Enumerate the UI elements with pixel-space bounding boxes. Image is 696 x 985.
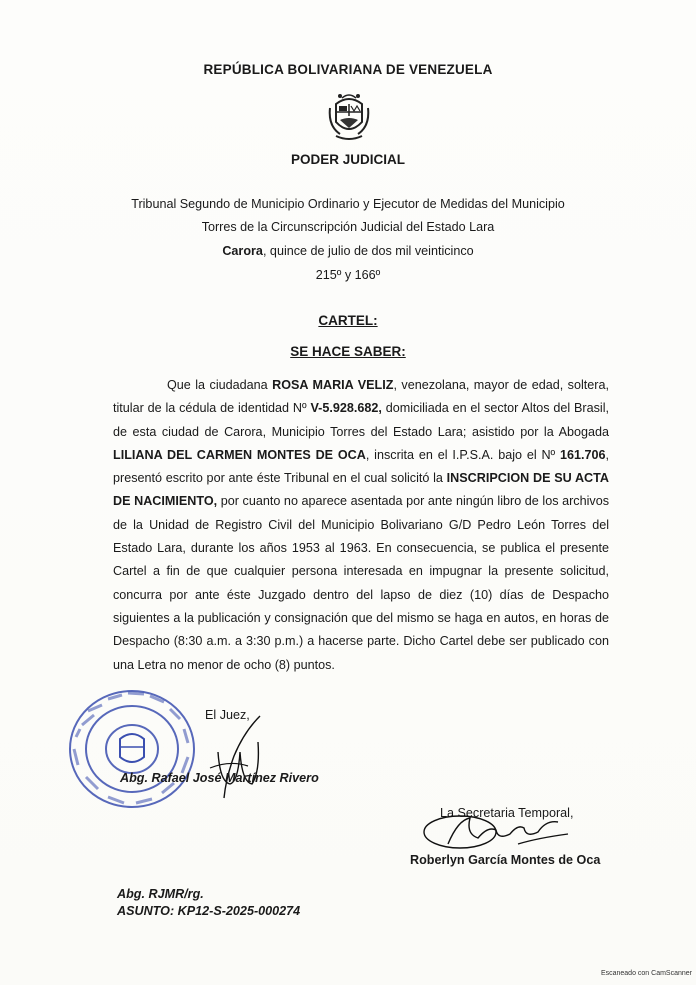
citizen-name: ROSA MARIA VELIZ	[272, 378, 394, 392]
reference-initials: Abg. RJMR/rg.	[117, 887, 204, 901]
request-subject: INSCRIPCION DE SU ACTA DE NACIMIENTO,	[113, 471, 609, 509]
cartel-title: CARTEL:	[318, 313, 378, 328]
lawyer-name: LILIANA DEL CARMEN MONTES DE OCA	[113, 447, 366, 462]
ipsa-number: 161.706	[559, 447, 606, 462]
tribunal-line-2: Torres de la Circunscripción Judicial del Estado Lara	[201, 220, 495, 234]
body-text: Que la ciudadana	[167, 378, 273, 392]
body-text: por cuanto no aparece asentada por ante ningún libro de los archivos de la Unidad de Registro Civil del Municipio Bolivariano G/D Pedro León Torres del Estado Lara, durante los años 1953 al 1963. En consecuencia, se publica el presente Cartel a fin de que cualquier persona interesada en impugnar la presente solicitud, concurra por ante éste Juzgado dentro del lapso de diez (10) días de Despacho siguientes a la publicación y consignación que del mismo se haga en autos, en horas de Despacho (8:30 a.m. a 3:30 p.m.) a hacerse parte. Dicho Cartel debe ser publicado con una Letra no menor de ocho (8) puntos.	[113, 494, 609, 672]
judge-name: Abg. Rafael José Martínez Rivero	[120, 771, 319, 785]
body-text: , inscrita en el I.P.S.A. bajo el Nº	[365, 447, 560, 462]
notice-body	[113, 374, 609, 677]
date-text: , quince de julio de dos mil veinticinco	[262, 244, 474, 258]
body-text: domiciliada en el sector Altos del Brasil, de esta ciudad de Carora, Municipio Torres del Estado Lara; asistido por la Abogada	[113, 401, 609, 439]
years-line: 215º y 166º	[315, 268, 381, 282]
notice-paragraph	[113, 374, 609, 677]
judge-label: El Juez,	[205, 708, 250, 722]
scanner-watermark: Escaneado con CamScanner	[600, 970, 692, 977]
case-number: ASUNTO: KP12-S-2025-000274	[117, 904, 301, 918]
id-number: V-5.928.682,	[310, 401, 382, 416]
court-seal-stamp	[64, 685, 200, 813]
hace-saber-title: SE HACE SABER:	[290, 344, 406, 359]
tribunal-line-1: Tribunal Segundo de Municipio Ordinario y Ejecutor de Medidas del Municipio	[131, 197, 565, 211]
judicial-power-heading: PODER JUDICIAL	[290, 152, 405, 167]
body-text: , venezolana, mayor de edad, soltera, titular de la cédula de identidad Nº	[113, 378, 609, 416]
judge-signature	[200, 712, 280, 804]
republic-heading: REPÚBLICA BOLIVARIANA DE VENEZUELA	[203, 62, 493, 77]
coat-of-arms-icon	[326, 90, 372, 142]
secretary-label: La Secretaria Temporal,	[440, 806, 574, 820]
date-line	[0, 244, 696, 258]
secretary-name: Roberlyn García Montes de Oca	[410, 853, 601, 867]
city-name: Carora	[222, 244, 263, 258]
body-text: , presentó escrito por ante éste Tribunal en el cual solicitó la	[113, 447, 609, 486]
secretary-signature	[418, 800, 578, 858]
